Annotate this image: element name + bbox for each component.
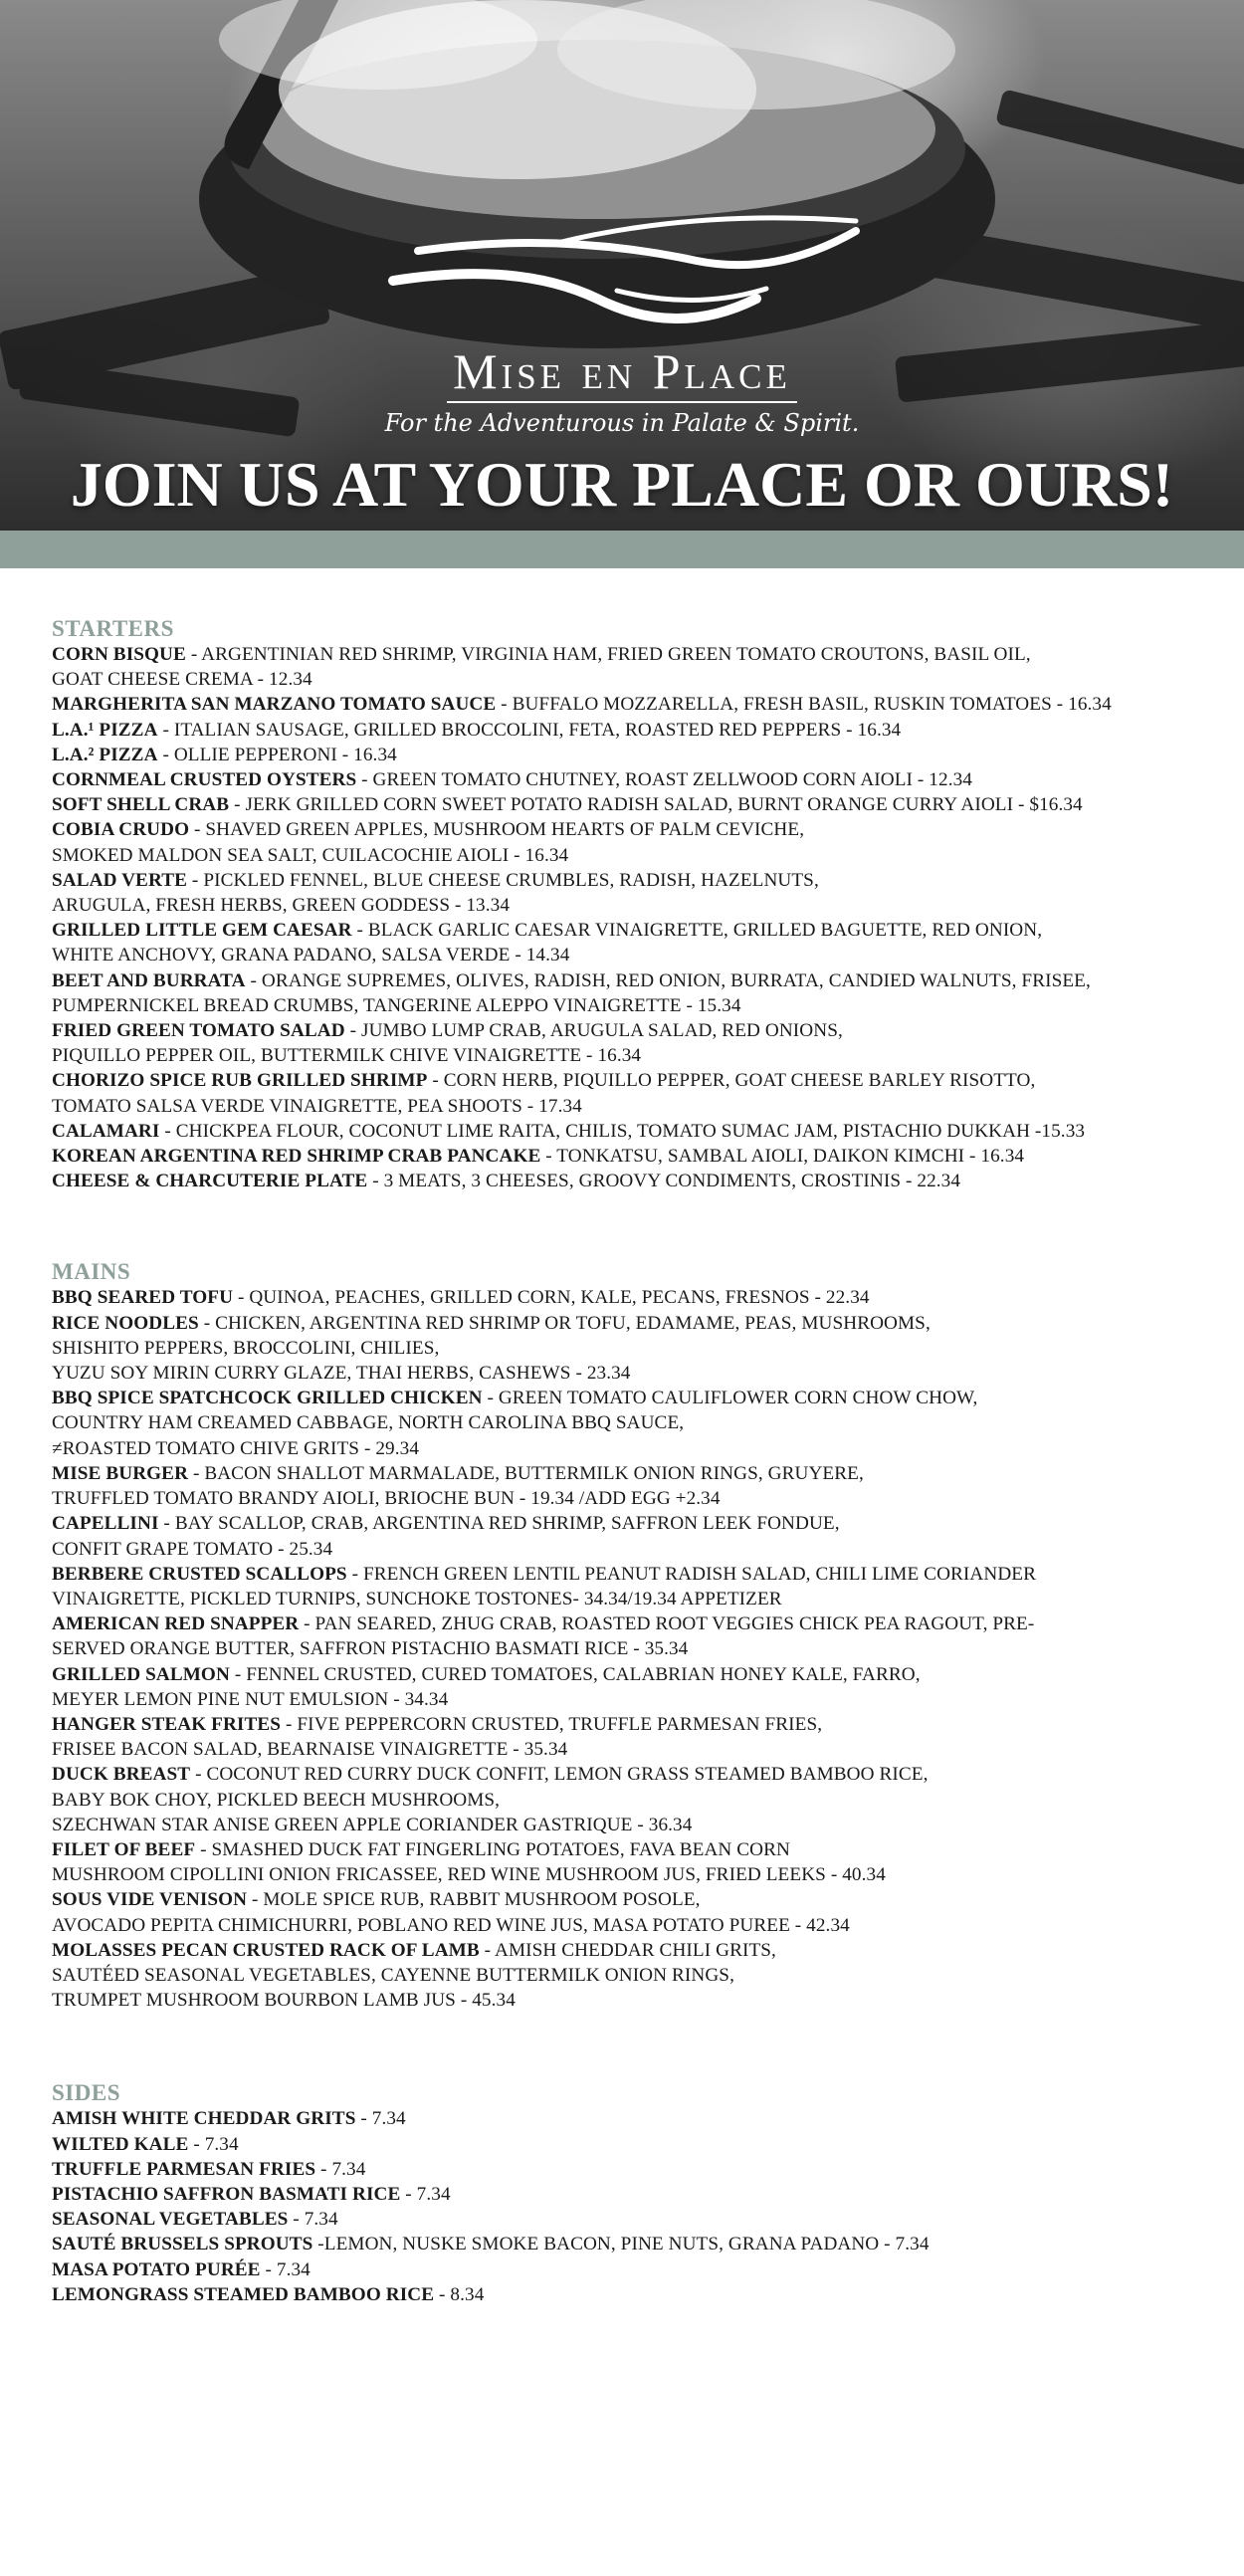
menu-item-description: -LEMON, NUSKE SMOKE BACON, PINE NUTS, GRANA PADANO - 7.34 (312, 2234, 930, 2255)
brand-name: Mise en Place (447, 343, 797, 403)
menu-item-line (52, 1144, 1206, 1169)
menu-section-starters (52, 616, 1206, 1193)
menu-item (52, 1938, 1206, 2014)
menu-item (52, 1068, 1206, 1118)
menu-item (52, 2182, 1206, 2207)
section-title: SIDES (52, 2080, 120, 2106)
menu-item-name: CORN BISQUE (52, 644, 186, 665)
menu-item-line (52, 2257, 1206, 2282)
menu-item-continuation (52, 1336, 1206, 1361)
menu-item (52, 743, 1206, 767)
menu-item-line (52, 2157, 1206, 2182)
menu-item (52, 1285, 1206, 1310)
menu-item-name: HANGER STEAK FRITES (52, 1713, 282, 1735)
menu-item-description: ≠ROASTED TOMATO CHIVE GRITS - 29.34 (52, 1437, 420, 1459)
menu-item (52, 1169, 1206, 1193)
menu-item-line (52, 1837, 1206, 1862)
menu-item (52, 1762, 1206, 1837)
menu-item (52, 1386, 1206, 1461)
menu-item-name: CAPELLINI (52, 1513, 159, 1535)
menu-item (52, 767, 1206, 792)
menu-item-description: VINAIGRETTE, PICKLED TURNIPS, SUNCHOKE TOSTONES- 34.34/19.34 APPETIZER (52, 1588, 782, 1610)
menu-item-line (52, 2232, 1206, 2256)
menu-item-continuation (52, 943, 1206, 967)
menu-item (52, 2232, 1206, 2256)
menu-item-name: SOFT SHELL CRAB (52, 794, 230, 816)
menu-item-description: - 7.34 (400, 2183, 451, 2205)
menu-item-description: - JERK GRILLED CORN SWEET POTATO RADISH SALAD, BURNT ORANGE CURRY AIOLI - $16.34 (229, 794, 1083, 816)
menu-item-line (52, 1762, 1206, 1787)
menu-item-line (52, 868, 1206, 893)
menu-item-description: - GREEN TOMATO CAULIFLOWER CORN CHOW CHOW, (482, 1388, 978, 1409)
menu-body (0, 616, 1206, 2307)
brand-tagline: For the Adventurous in Palate & Spirit. (384, 409, 860, 437)
menu-item (52, 642, 1206, 692)
menu-item-description: TOMATO SALSA VERDE VINAIGRETTE, PEA SHOOTS - 17.34 (52, 1095, 582, 1117)
menu-item (52, 1611, 1206, 1661)
menu-item-continuation (52, 1913, 1206, 1938)
menu-item (52, 1511, 1206, 1561)
menu-item (52, 2257, 1206, 2282)
menu-item-description: CONFIT GRAPE TOMATO - 25.34 (52, 1538, 333, 1560)
menu-item-description: - CHICKEN, ARGENTINA RED SHRIMP OR TOFU, EDAMAME, PEAS, MUSHROOMS, (198, 1312, 931, 1334)
menu-item-continuation (52, 893, 1206, 918)
menu-item-name: FILET OF BEEF (52, 1838, 196, 1860)
menu-item-description: SAUTÉED SEASONAL VEGETABLES, CAYENNE BUTTERMILK ONION RINGS, (52, 1964, 734, 1986)
menu-item-line (52, 817, 1206, 842)
menu-item-name: L.A.¹ PIZZA (52, 719, 158, 741)
menu-item-description: YUZU SOY MIRIN CURRY GLAZE, THAI HERBS, CASHEWS - 23.34 (52, 1363, 631, 1385)
menu-item-description: - PICKLED FENNEL, BLUE CHEESE CRUMBLES, RADISH, HAZELNUTS, (187, 869, 819, 891)
menu-item-description: - SMASHED DUCK FAT FINGERLING POTATOES, FAVA BEAN CORN (195, 1838, 790, 1860)
menu-item (52, 2157, 1206, 2182)
menu-item-description: ARUGULA, FRESH HERBS, GREEN GODDESS - 13.34 (52, 895, 511, 917)
menu-item-continuation (52, 1963, 1206, 1988)
menu-item-name: AMISH WHITE CHEDDAR GRITS (52, 2108, 356, 2130)
menu-item-description: - 8.34 (434, 2283, 485, 2305)
menu-item-name: SEASONAL VEGETABLES (52, 2209, 289, 2231)
menu-item-name: TRUFFLE PARMESAN FRIES (52, 2158, 316, 2180)
menu-item-continuation (52, 1737, 1206, 1762)
section-title: MAINS (52, 1259, 131, 1285)
menu-item-name: SALAD VERTE (52, 869, 188, 891)
menu-item-name: WILTED KALE (52, 2133, 189, 2155)
menu-item-line (52, 1169, 1206, 1193)
menu-item (52, 1119, 1206, 1144)
menu-item-description: - 7.34 (315, 2158, 366, 2180)
menu-item (52, 692, 1206, 717)
menu-item-continuation (52, 1636, 1206, 1661)
menu-section-mains (52, 1259, 1206, 2013)
menu-item-description: MUSHROOM CIPOLLINI ONION FRICASSEE, RED WINE MUSHROOM JUS, FRIED LEEKS - 40.34 (52, 1864, 886, 1886)
menu-item-description: - BLACK GARLIC CAESAR VINAIGRETTE, GRILLED BAGUETTE, RED ONION, (351, 920, 1043, 942)
menu-item-description: - CORN HERB, PIQUILLO PEPPER, GOAT CHEESE BARLEY RISOTTO, (427, 1070, 1036, 1092)
menu-item-description: - PAN SEARED, ZHUG CRAB, ROASTED ROOT VEGGIES CHICK PEA RAGOUT, PRE- (299, 1613, 1035, 1635)
menu-item (52, 868, 1206, 918)
menu-item-description: SZECHWAN STAR ANISE GREEN APPLE CORIANDER GASTRIQUE - 36.34 (52, 1814, 693, 1835)
menu-item (52, 1144, 1206, 1169)
menu-item-description: - ITALIAN SAUSAGE, GRILLED BROCCOLINI, FETA, ROASTED RED PEPPERS - 16.34 (157, 719, 902, 741)
menu-item-line (52, 1938, 1206, 1963)
menu-item-continuation (52, 843, 1206, 868)
menu-item-name: SAUTÉ BRUSSELS SPROUTS (52, 2234, 313, 2255)
menu-item-description: - BAY SCALLOP, CRAB, ARGENTINA RED SHRIMP, SAFFRON LEEK FONDUE, (158, 1513, 840, 1535)
menu-item-line (52, 1511, 1206, 1536)
menu-item (52, 792, 1206, 817)
menu-item-line (52, 1712, 1206, 1737)
menu-item-name: BERBERE CRUSTED SCALLOPS (52, 1563, 347, 1585)
menu-section-sides (52, 2080, 1206, 2307)
menu-item-line (52, 1611, 1206, 1636)
menu-item-name: MOLASSES PECAN CRUSTED RACK OF LAMB (52, 1939, 480, 1961)
menu-item-description: - ARGENTINIAN RED SHRIMP, VIRGINIA HAM, FRIED GREEN TOMATO CROUTONS, BASIL OIL, (185, 644, 1031, 665)
menu-item (52, 2132, 1206, 2157)
menu-item-continuation (52, 1587, 1206, 1611)
menu-item-continuation (52, 1537, 1206, 1562)
menu-item-name: BEET AND BURRATA (52, 969, 246, 991)
menu-item-continuation (52, 667, 1206, 692)
menu-item-name: CHORIZO SPICE RUB GRILLED SHRIMP (52, 1070, 428, 1092)
menu-item-line (52, 1461, 1206, 1486)
menu-item-description: - SHAVED GREEN APPLES, MUSHROOM HEARTS OF PALM CEVICHE, (189, 819, 805, 841)
menu-item-continuation (52, 1436, 1206, 1461)
menu-item-description: PIQUILLO PEPPER OIL, BUTTERMILK CHIVE VINAIGRETTE - 16.34 (52, 1045, 642, 1067)
menu-item-description: MEYER LEMON PINE NUT EMULSION - 34.34 (52, 1688, 449, 1710)
menu-item (52, 1712, 1206, 1762)
menu-item-continuation (52, 1361, 1206, 1386)
menu-item-line (52, 792, 1206, 817)
menu-item (52, 1887, 1206, 1937)
menu-item-description: - FENNEL CRUSTED, CURED TOMATOES, CALABRIAN HONEY KALE, FARRO, (229, 1663, 921, 1685)
menu-item-description: AVOCADO PEPITA CHIMICHURRI, POBLANO RED WINE JUS, MASA POTATO PUREE - 42.34 (52, 1914, 850, 1936)
menu-item-line (52, 642, 1206, 667)
menu-item-description: - 3 MEATS, 3 CHEESES, GROOVY CONDIMENTS, CROSTINIS - 22.34 (367, 1171, 961, 1192)
menu-item-description: - 7.34 (260, 2258, 311, 2280)
menu-item-description: - BACON SHALLOT MARMALADE, BUTTERMILK ONION RINGS, GRUYERE, (188, 1462, 864, 1484)
menu-item-description: TRUMPET MUSHROOM BOURBON LAMB JUS - 45.34 (52, 1990, 516, 2012)
menu-item-description: - QUINOA, PEACHES, GRILLED CORN, KALE, PECANS, FRESNOS - 22.34 (233, 1287, 870, 1309)
menu-item-continuation (52, 1094, 1206, 1119)
menu-item-line (52, 968, 1206, 993)
menu-item-description: - GREEN TOMATO CHUTNEY, ROAST ZELLWOOD CORN AIOLI - 12.34 (356, 769, 972, 791)
menu-item-description: - TONKATSU, SAMBAL AIOLI, DAIKON KIMCHI - 16.34 (540, 1146, 1025, 1168)
menu-item-name: PISTACHIO SAFFRON BASMATI RICE (52, 2183, 401, 2205)
menu-item (52, 1837, 1206, 1887)
menu-item-continuation (52, 1410, 1206, 1435)
menu-item (52, 2106, 1206, 2131)
section-title: STARTERS (52, 616, 174, 641)
menu-item-line (52, 1887, 1206, 1912)
menu-item-name: CALAMARI (52, 1120, 160, 1142)
menu-item-name: BBQ SPICE SPATCHCOCK GRILLED CHICKEN (52, 1388, 483, 1409)
menu-item-continuation (52, 993, 1206, 1018)
menu-item-name: MARGHERITA SAN MARZANO TOMATO SAUCE (52, 694, 497, 716)
menu-item-name: LEMONGRASS STEAMED BAMBOO RICE (52, 2283, 435, 2305)
menu-item-description: - OLLIE PEPPERONI - 16.34 (157, 744, 397, 765)
menu-item (52, 968, 1206, 1018)
menu-item-description: WHITE ANCHOVY, GRANA PADANO, SALSA VERDE - 14.34 (52, 945, 570, 966)
hero-headline: JOIN US AT YOUR PLACE OR OURS! (70, 449, 1174, 520)
menu-item (52, 1662, 1206, 1712)
menu-item-description: - MOLE SPICE RUB, RABBIT MUSHROOM POSOLE, (247, 1889, 701, 1911)
menu-item-description: BABY BOK CHOY, PICKLED BEECH MUSHROOMS, (52, 1789, 501, 1811)
menu-item-name: FRIED GREEN TOMATO SALAD (52, 1020, 345, 1042)
menu-item-description: COUNTRY HAM CREAMED CABBAGE, NORTH CAROLINA BBQ SAUCE, (52, 1412, 685, 1434)
menu-item-description: SERVED ORANGE BUTTER, SAFFRON PISTACHIO BASMATI RICE - 35.34 (52, 1638, 689, 1660)
menu-item-line (52, 918, 1206, 943)
menu-item-continuation (52, 1788, 1206, 1813)
menu-item-name: BBQ SEARED TOFU (52, 1287, 234, 1309)
menu-item-line (52, 2106, 1206, 2131)
menu-item-description: - FIVE PEPPERCORN CRUSTED, TRUFFLE PARMESAN FRIES, (281, 1713, 823, 1735)
menu-item-name: GRILLED SALMON (52, 1663, 230, 1685)
menu-item (52, 2207, 1206, 2232)
menu-item-line (52, 718, 1206, 743)
menu-item-description: - 7.34 (355, 2108, 406, 2130)
menu-item-continuation (52, 1486, 1206, 1511)
menu-item-name: AMERICAN RED SNAPPER (52, 1613, 300, 1635)
menu-item-line (52, 2282, 1206, 2307)
menu-item-name: MASA POTATO PURÉE (52, 2258, 261, 2280)
menu-item-name: KOREAN ARGENTINA RED SHRIMP CRAB PANCAKE (52, 1146, 541, 1168)
menu-item-description: - JUMBO LUMP CRAB, ARUGULA SALAD, RED ONIONS, (344, 1020, 843, 1042)
menu-item-name: SOUS VIDE VENISON (52, 1889, 248, 1911)
menu-item-description: PUMPERNICKEL BREAD CRUMBS, TANGERINE ALEPPO VINAIGRETTE - 15.34 (52, 994, 741, 1016)
menu-item-line (52, 1562, 1206, 1587)
menu-item (52, 817, 1206, 867)
menu-item-description: GOAT CHEESE CREMA - 12.34 (52, 669, 312, 691)
menu-item-description: - AMISH CHEDDAR CHILI GRITS, (479, 1939, 776, 1961)
menu-item-name: MISE BURGER (52, 1462, 189, 1484)
menu-item-name: RICE NOODLES (52, 1312, 199, 1334)
menu-item-continuation (52, 1043, 1206, 1068)
menu-item-description: - 7.34 (188, 2133, 239, 2155)
menu-item-description: - CHICKPEA FLOUR, COCONUT LIME RAITA, CHILIS, TOMATO SUMAC JAM, PISTACHIO DUKKAH -15.33 (159, 1120, 1086, 1142)
menu-item-name: L.A.² PIZZA (52, 744, 158, 765)
menu-item-description: SHISHITO PEPPERS, BROCCOLINI, CHILIES, (52, 1337, 440, 1359)
menu-item-name: DUCK BREAST (52, 1764, 191, 1786)
menu-item-continuation (52, 1862, 1206, 1887)
hero-banner (0, 0, 1244, 531)
menu-item-line (52, 1311, 1206, 1336)
menu-item-line (52, 743, 1206, 767)
menu-item-line (52, 2132, 1206, 2157)
menu-item-description: TRUFFLED TOMATO BRANDY AIOLI, BRIOCHE BUN - 19.34 /ADD EGG +2.34 (52, 1488, 721, 1510)
menu-item (52, 1461, 1206, 1511)
menu-item-line (52, 1662, 1206, 1687)
menu-item-description: - ORANGE SUPREMES, OLIVES, RADISH, RED ONION, BURRATA, CANDIED WALNUTS, FRISEE, (245, 969, 1091, 991)
menu-item-description: SMOKED MALDON SEA SALT, CUILACOCHIE AIOLI - 16.34 (52, 844, 569, 866)
menu-item (52, 2282, 1206, 2307)
menu-item-name: CHEESE & CHARCUTERIE PLATE (52, 1171, 368, 1192)
menu-item-line (52, 1386, 1206, 1410)
menu-item-name: CORNMEAL CRUSTED OYSTERS (52, 769, 357, 791)
menu-item-description: FRISEE BACON SALAD, BEARNAISE VINAIGRETTE - 35.34 (52, 1739, 568, 1761)
menu-item-name: GRILLED LITTLE GEM CAESAR (52, 920, 352, 942)
menu-item (52, 918, 1206, 967)
menu-item-description: - COCONUT RED CURRY DUCK CONFIT, LEMON GRASS STEAMED BAMBOO RICE, (190, 1764, 929, 1786)
menu-item (52, 718, 1206, 743)
menu-item-continuation (52, 1988, 1206, 2013)
menu-item-description: - FRENCH GREEN LENTIL PEANUT RADISH SALAD, CHILI LIME CORIANDER (346, 1563, 1037, 1585)
menu-item-line (52, 1119, 1206, 1144)
menu-item-line (52, 2207, 1206, 2232)
menu-item-line (52, 1285, 1206, 1310)
menu-item-line (52, 692, 1206, 717)
menu-item-line (52, 1068, 1206, 1093)
logo (0, 214, 1244, 439)
menu-item-name: COBIA CRUDO (52, 819, 190, 841)
menu-item-line (52, 767, 1206, 792)
menu-item-continuation (52, 1687, 1206, 1712)
menu-item-continuation (52, 1813, 1206, 1837)
menu-item-line (52, 2182, 1206, 2207)
menu-item-line (52, 1018, 1206, 1043)
menu-item (52, 1018, 1206, 1068)
menu-item (52, 1311, 1206, 1387)
menu-item-description: - BUFFALO MOZZARELLA, FRESH BASIL, RUSKIN TOMATOES - 16.34 (496, 694, 1112, 716)
accent-band (0, 531, 1244, 568)
menu-item (52, 1562, 1206, 1611)
menu-item-description: - 7.34 (288, 2209, 338, 2231)
